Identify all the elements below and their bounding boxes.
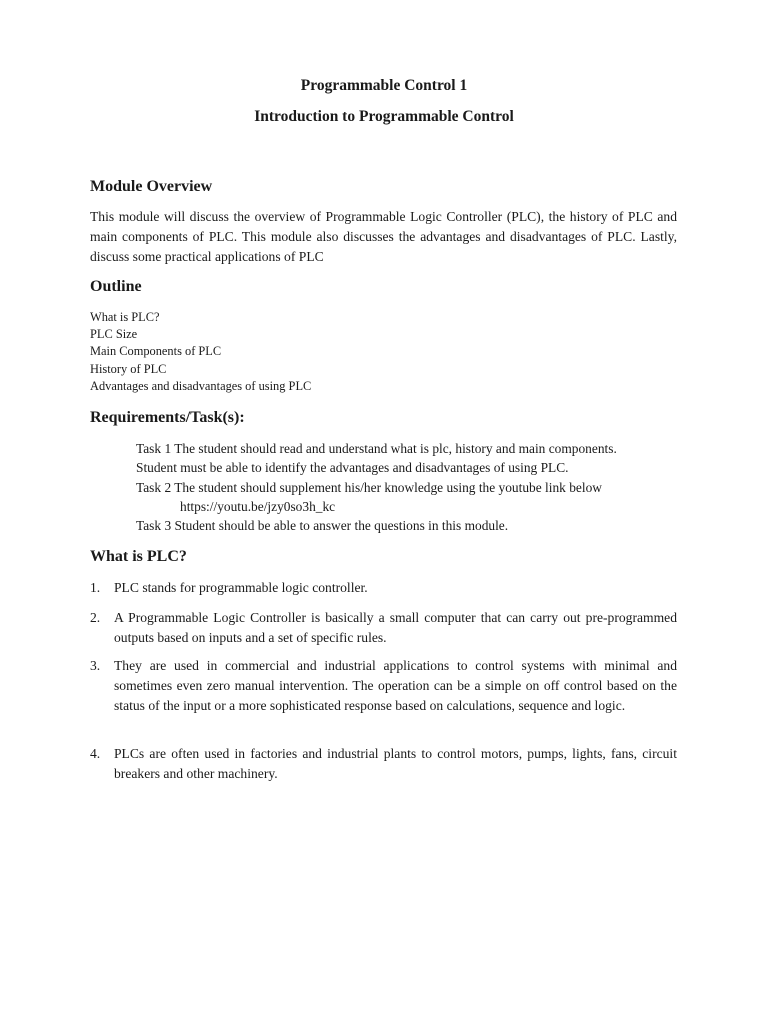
list-item-text: A Programmable Logic Controller is basically a small computer that can carry out pre-programmed outputs based on inputs and a set of specific rules. bbox=[114, 610, 677, 645]
task-3: Task 3 Student should be able to answer the questions in this module. bbox=[136, 518, 509, 533]
list-item-text: PLC stands for programmable logic controller. bbox=[114, 580, 368, 595]
list-item bbox=[90, 744, 677, 784]
what-is-plc-heading: What is PLC? bbox=[90, 548, 187, 565]
list-item bbox=[90, 578, 677, 598]
list-item-number: 3. bbox=[90, 658, 101, 673]
outline-list bbox=[90, 309, 311, 395]
module-overview-text: This module will discuss the overview of Programmable Logic Controller (PLC), the history of PLC and main components of PLC. This module also discusses the advantages and disadvantages of PLC. Lastly, discuss some practical applications of PLC bbox=[90, 209, 677, 264]
outline-item: PLC Size bbox=[90, 327, 138, 342]
list-item-number: 2. bbox=[90, 610, 101, 625]
list-item-text: PLCs are often used in factories and industrial plants to control motors, pumps, lights, fans, circuit breakers and other machinery. bbox=[114, 746, 677, 781]
list-item bbox=[90, 656, 677, 716]
list-item-number: 4. bbox=[90, 746, 101, 761]
requirements-heading: Requirements/Task(s): bbox=[90, 409, 245, 426]
outline-heading: Outline bbox=[90, 278, 142, 295]
outline-item: What is PLC? bbox=[90, 310, 160, 324]
outline-item: History of PLC bbox=[90, 361, 167, 376]
document-subtitle: Introduction to Programmable Control bbox=[254, 108, 514, 125]
list-item-number: 1. bbox=[90, 580, 101, 595]
module-overview-heading: Module Overview bbox=[90, 178, 213, 195]
outline-item: Main Components of PLC bbox=[90, 344, 222, 359]
outline-item: Advantages and disadvantages of using PLC bbox=[90, 378, 312, 393]
document-title: Programmable Control 1 bbox=[300, 77, 468, 94]
list-item-text: They are used in commercial and industrial applications to control systems with minimal and sometimes even zero manual intervention. The operation can be a simple on off control based on the status of the input or a more sophisticated response based on calculations, sequence and logic. bbox=[114, 658, 677, 713]
task-1-line-2: Student must be able to identify the advantages and disadvantages of using PLC. bbox=[136, 460, 569, 475]
youtube-link[interactable]: https://youtu.be/jzy0so3h_kc bbox=[180, 499, 336, 514]
list-item bbox=[90, 608, 677, 648]
task-1-line-1: Task 1 The student should read and understand what is plc, history and main components. bbox=[136, 441, 617, 456]
task-2-line-1: Task 2 The student should supplement his/her knowledge using the youtube link below bbox=[136, 480, 602, 495]
